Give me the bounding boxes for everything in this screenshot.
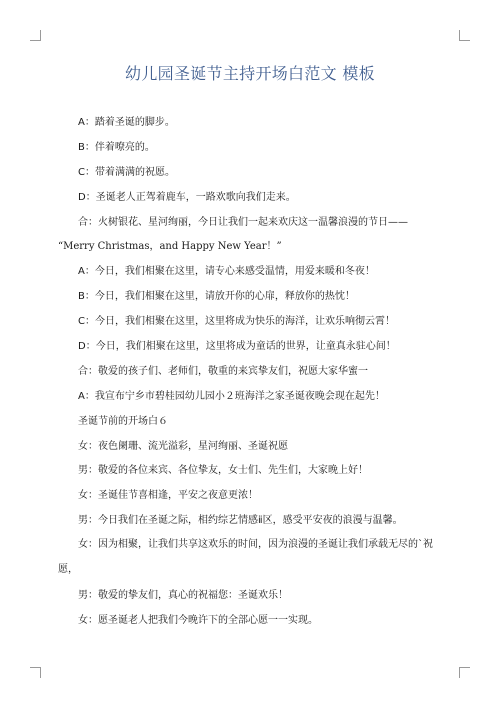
crop-mark-bottom-left: [30, 667, 41, 678]
paragraph: 男：今日我们在圣诞之际，相约综艺情感ⅱ区，感受平安夜的浪漫与温馨。: [78, 515, 403, 527]
paragraph: A：今日，我们相聚在这里，请专心来感受温情，用爱来暖和冬夜！: [78, 266, 375, 278]
paragraph: 女：圣诞佳节喜相逢，平安之夜意更浓！: [78, 490, 258, 502]
paragraph: “Merry Christmas，and Happy New Year！”: [58, 241, 282, 253]
paragraph: 合：火树银花、星河绚丽，今日让我们一起来欢庆这一温馨浪漫的节日——: [78, 216, 408, 228]
paragraph: 男：敬爱的挚友们，真心的祝福您：圣诞欢乐！: [78, 589, 288, 601]
paragraph: 男：敬爱的各位来宾、各位挚友，女士们、先生们，大家晚上好！: [78, 465, 368, 477]
paragraph: A：踏着圣诞的脚步。: [78, 117, 175, 128]
paragraph: 女：夜色阑珊、流光溢彩，星河绚丽、圣诞祝愿: [78, 440, 288, 452]
paragraph: D：今日，我们相聚在这里，这里将成为童话的世界，让童真永驻心间！: [78, 341, 396, 353]
document-title: 幼儿园圣诞节主持开场白范文 模板: [125, 64, 375, 83]
paragraph: 女：因为相聚，让我们共享这欢乐的时间，因为浪漫的圣诞让我们承载无尽的`祝愿，: [58, 539, 433, 575]
document-body: [58, 116, 448, 639]
crop-mark-top-left: [30, 30, 41, 41]
paragraph: D：圣诞老人正驾着鹿车，一路欢歌向我们走来。: [78, 191, 296, 203]
paragraph: B：伴着嘹亮的。: [78, 141, 155, 153]
paragraph: B：今日，我们相聚在这里，请放开你的心扉，释放你的热忱！: [78, 291, 355, 303]
paragraph: 女：愿圣诞老人把我们今晚许下的全部心愿一一实现。: [78, 614, 318, 626]
crop-mark-bottom-right: [459, 667, 470, 678]
crop-mark-top-right: [459, 30, 470, 41]
paragraph: C：今日，我们相聚在这里，这里将成为快乐的海洋，让欢乐响彻云霄！: [78, 316, 395, 328]
paragraph: C：带着满满的祝愿。: [78, 166, 175, 178]
paragraph: A：我宣布宁乡市碧桂园幼儿园小２班海洋之家圣诞夜晚会现在起先！: [78, 390, 385, 402]
section-heading: 圣诞节前的开场白６: [78, 415, 168, 427]
paragraph: 合：敬爱的孩子们、老师们，敬重的来宾挚友们，祝愿大家华蜜一: [78, 365, 368, 377]
